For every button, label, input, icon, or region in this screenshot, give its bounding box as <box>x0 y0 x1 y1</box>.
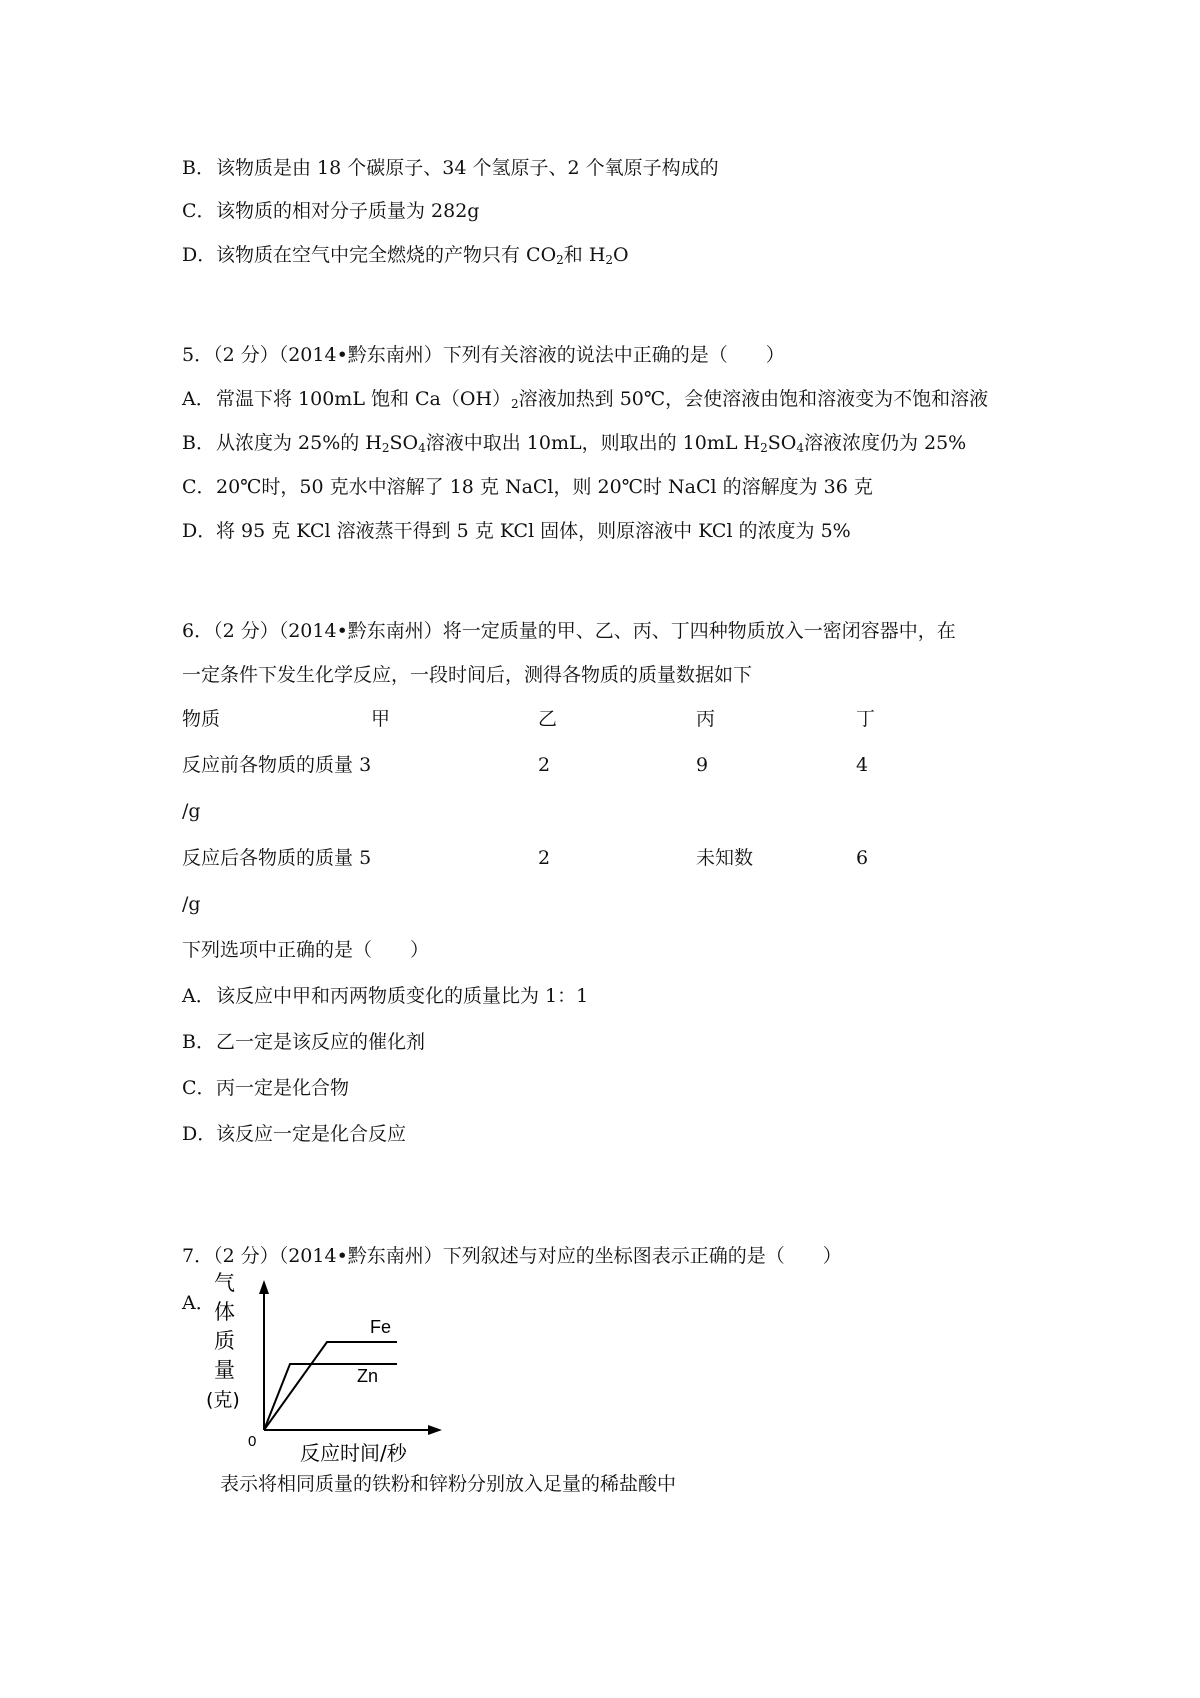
q7-option-a-caption: 表示将相同质量的铁粉和锌粉分别放入足量的稀盐酸中 <box>220 1473 677 1495</box>
q6-stem-line1: 6．（2 分）（2014•黔东南州）将一定质量的甲、乙、丙、丁四种物质放入一密闭容器中，在 <box>182 620 956 642</box>
table-cell: 6 <box>856 847 869 869</box>
q7-stem: 7．（2 分）（2014•黔东南州）下列叙述与对应的坐标图表示正确的是（ ） <box>182 1245 842 1267</box>
q6-option-b: B．乙一定是该反应的催化剂 <box>182 1031 426 1053</box>
q6-option-d: D．该反应一定是化合反应 <box>182 1123 407 1145</box>
q7-option-a-label: A． <box>182 1292 215 1314</box>
series-zn-label: Zn <box>357 1366 379 1386</box>
graph-svg <box>206 1270 452 1465</box>
q4-option-c: C．该物质的相对分子质量为 282g <box>182 200 480 222</box>
table-cell: 未知数 <box>696 847 754 869</box>
q6-prompt: 下列选项中正确的是（ ） <box>182 939 430 961</box>
table-unit: /g <box>182 800 201 822</box>
table-cell: 反应前各物质的质量 3 <box>182 754 372 776</box>
table-cell: 2 <box>538 847 551 869</box>
series-fe-line <box>264 1342 397 1430</box>
table-header-cell: 甲 <box>371 708 391 730</box>
q5-stem: 5．（2 分）（2014•黔东南州）下列有关溶液的说法中正确的是（ ） <box>182 344 785 366</box>
table-header-cell: 丁 <box>856 708 876 730</box>
series-fe-label: Fe <box>370 1317 392 1337</box>
q4-option-b: B．该物质是由 18 个碳原子、34 个氢原子、2 个氧原子构成的 <box>182 157 719 179</box>
table-cell: 反应后各物质的质量 5 <box>182 847 372 869</box>
ylabel-char: 量 <box>214 1358 235 1382</box>
table-header-cell: 物质 <box>182 708 221 730</box>
q6-option-a: A．该反应中甲和丙两物质变化的质量比为 1：1 <box>182 985 589 1007</box>
x-axis-arrow <box>428 1425 442 1435</box>
ylabel-char: 体 <box>214 1300 235 1324</box>
table-header-cell: 丙 <box>696 708 716 730</box>
q7-option-a-graph <box>206 1270 452 1465</box>
q5-option-b: B．从浓度为 25%的 $H_2SO_4$溶液中取出 10mL，则取出的 10mL $H_2SO_4$溶液浓度仍为 25% <box>182 432 967 455</box>
q5-option-d: D．将 95 克 KCl 溶液蒸干得到 5 克 KCl 固体，则原溶液中 KCl 的浓度为 5% <box>182 520 851 542</box>
origin-label: 0 <box>248 1433 257 1450</box>
ylabel-char: (克) <box>206 1389 240 1411</box>
q4-option-d: D．该物质在空气中完全燃烧的产物只有 $CO_2$和 $H_2O$ <box>182 244 629 267</box>
table-unit: /g <box>182 893 201 915</box>
table-cell: 2 <box>538 754 551 776</box>
q6-option-c: C．丙一定是化合物 <box>182 1077 350 1099</box>
y-axis-arrow <box>259 1280 269 1294</box>
xlabel: 反应时间/秒 <box>300 1441 407 1465</box>
table-header-cell: 乙 <box>538 708 558 730</box>
q5-option-c: C．20℃时，50 克水中溶解了 18 克 NaCl，则 20℃时 NaCl 的溶解度为 36 克 <box>182 476 873 498</box>
ylabel-char: 质 <box>214 1329 235 1353</box>
table-cell: 4 <box>856 754 869 776</box>
table-cell: 9 <box>696 754 709 776</box>
q6-stem-line2: 一定条件下发生化学反应，一段时间后，测得各物质的质量数据如下 <box>182 664 753 686</box>
q5-option-a: A．常温下将 100mL 饱和 $Ca(OH)_2$溶液加热到 50℃，会使溶液由饱和溶液变为不饱和溶液 <box>182 388 989 411</box>
ylabel-char: 气 <box>214 1271 235 1295</box>
